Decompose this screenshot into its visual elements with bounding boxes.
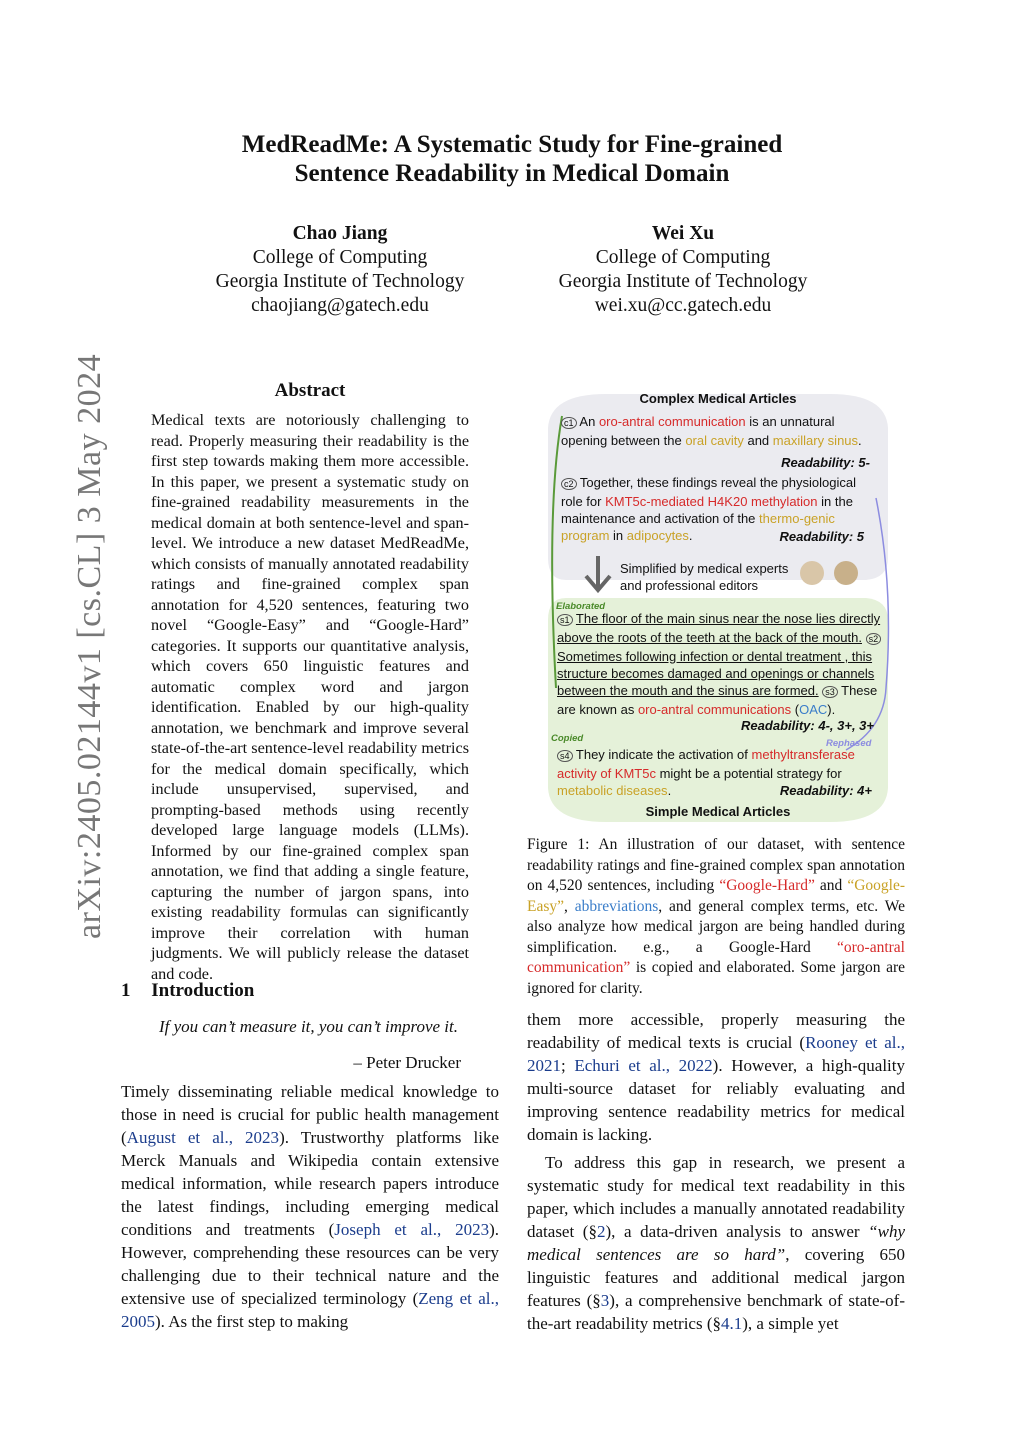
text-run: .	[688, 528, 693, 543]
epigraph-author: – Peter Drucker	[353, 1053, 461, 1072]
text-run: ). As the first step to making	[155, 1312, 349, 1331]
text-run: ). However, comprehending these resources can be very challenging due to their technical nature and the extensive use of specialized terminology (	[121, 1220, 499, 1308]
legend-google-easy: “Google-Easy”	[527, 877, 905, 915]
s1-marker: s1	[557, 614, 573, 626]
citation-link[interactable]: August et al., 2023	[126, 1128, 280, 1147]
text-run: Together, these findings reveal the physiological role for	[561, 475, 856, 509]
readability-label: Readability: 5-	[781, 455, 870, 470]
author-institution: Georgia Institute of Technology	[215, 271, 465, 292]
text-run: , covering 650 linguistic features and additional medical jargon features (§	[527, 1245, 905, 1310]
readability-label: Readability: 4-, 3+, 3+	[741, 718, 874, 733]
legend-example-jargon: “oro-antral communication”	[527, 938, 905, 976]
citation-link[interactable]: Rooney et al., 2021	[527, 1033, 905, 1075]
title-line-1: MedReadMe: A Systematic Study for Fine-grained	[241, 131, 783, 158]
text-run: is an unnatural opening between the	[561, 414, 835, 448]
author-affiliation: College of Computing	[252, 247, 428, 268]
abstract-text: Medical texts are notoriously challenging to read. Properly measuring their readability is the first step towards making them more accessible. In this paper, we present a systematic study on fine-grained readability measurements in the medical domain at both sentence-level and span-level. We introduce a new dataset MedReadMe, which consists of manually annotated readability ratings and fine-grained complex span annotation for 4,520 sentences, featuring two novel “Google-Easy” and “Google-Hard” categories. It supports our quantitative analysis, which covers 650 linguistic features and automatic complex word and jargon identification. Enabled by our high-quality annotation, we benchmark and improve several state-of-the-art sentence-level readability metrics for the medical domain specifically, which include unsupervised, supervised, and prompting-based methods using recently developed large language models (LLMs). Informed by our fine-grained complex span annotation, we find that adding a single feature, capturing the number of jargon spans, into existing readability formulas can significantly improve their correlation with human judgments. We will publicly release the dataset and code.	[151, 411, 469, 983]
elaborated-tag: Elaborated	[556, 601, 606, 612]
text-run: ).	[827, 702, 836, 717]
complex-sentence-1	[561, 413, 873, 449]
text-run: ), a data-driven analysis to answer	[605, 1222, 869, 1241]
author-name: Wei Xu	[651, 223, 715, 244]
jargon-google-hard: methyltransferase activity of KMT5c	[557, 747, 855, 781]
text-run: in	[609, 528, 627, 543]
text-run: These are known as	[557, 683, 878, 717]
intro-paragraph-3	[527, 1151, 905, 1335]
jargon-google-hard: oro-antral communications	[637, 702, 792, 717]
s4-marker: s4	[557, 750, 573, 762]
s3-marker: s3	[822, 686, 838, 698]
text-run: might be a potential strategy for	[655, 766, 842, 781]
jargon-google-easy: oral cavity	[685, 433, 744, 448]
author-block-2	[513, 222, 853, 318]
text-run: ;	[561, 1056, 575, 1075]
figure-caption	[527, 835, 905, 999]
readability-label: Readability: 5	[779, 529, 864, 544]
simple-sentences	[557, 610, 885, 718]
jargon-google-easy: adipocytes	[626, 528, 689, 543]
author-affiliation: College of Computing	[595, 247, 771, 268]
figure-bottom-label: Simple Medical Articles	[645, 804, 791, 819]
citation-link[interactable]: Joseph et al., 2023	[334, 1220, 490, 1239]
section-ref-link[interactable]: 4.1	[721, 1314, 743, 1333]
jargon-google-easy: thermo-genic program	[561, 511, 835, 543]
intro-paragraph-1	[121, 1080, 499, 1333]
text-run: .	[858, 433, 862, 448]
text-run: ,	[564, 897, 575, 915]
rephased-tag: Rephased	[826, 738, 872, 749]
text-run: ), a simple yet	[742, 1314, 839, 1333]
simple-sentence-2: Sometimes following infection or dental treatment , this structure becomes damaged and openings or channels between the mouth and the sinus are formed.	[557, 649, 875, 698]
intro-heading	[121, 980, 254, 1002]
text-run: them more accessible, properly measuring the readability of medical texts is crucial (	[527, 1010, 905, 1052]
text-run: ). Trustworthy platforms like Merck Manuals and Wikipedia contain extensive medical information, while research papers introduce the latest findings, including emerging medical conditions and treatments (	[121, 1128, 499, 1239]
text-run: ). However, a high-quality multi-source dataset for reliably evaluating and improving sentence readability metrics for medical domain is lacking.	[527, 1056, 906, 1144]
intro-paragraph-2	[527, 1008, 905, 1146]
author-email[interactable]: chaojiang@gatech.edu	[251, 295, 429, 316]
emphasis-text: “why medical sentences are so hard”	[527, 1222, 906, 1264]
s2-marker: s2	[866, 633, 882, 645]
text-run: They indicate the activation of	[575, 747, 752, 762]
legend-abbreviations: abbreviations	[574, 897, 659, 915]
text-run: and	[814, 877, 848, 894]
copied-tag: Copied	[551, 733, 584, 744]
text-run: Figure 1: An illustration of our dataset, with sentence readability ratings and fine-grained complex span annotation on 4,520 sentences, including	[527, 836, 905, 894]
jargon-google-hard: oro-antral communication	[598, 414, 746, 429]
jargon-google-hard: KMT5c-mediated H4K20 methylation	[605, 494, 818, 509]
text-run: An	[579, 414, 599, 429]
c1-marker: c1	[561, 417, 577, 429]
citation-link[interactable]: Echuri et al., 2022	[574, 1056, 713, 1075]
arxiv-stamp: arXiv:2405.02144v1 [cs.CL] 3 May 2024	[71, 353, 108, 939]
simple-sentence-1: The floor of the main sinus near the nose lies directly above the roots of the teeth at the back of the mouth.	[557, 611, 881, 645]
text-run: Simplified by medical experts	[620, 561, 789, 576]
text-run: , and general complex terms, etc. We also analyze how medical jargon are being handled during simplification. e.g., a Google-Hard	[527, 897, 905, 956]
simplification-note	[620, 560, 820, 594]
text-run: ), a comprehensive benchmark of state-of-the-art readability metrics (§	[527, 1291, 905, 1333]
text-run: is copied and elaborated. Some jargon are ignored for clarity.	[527, 959, 905, 997]
jargon-google-easy: maxillary sinus	[772, 433, 859, 448]
text-run: .	[667, 783, 672, 798]
professional-editor-icon	[834, 561, 858, 585]
abstract-heading: Abstract	[274, 380, 346, 401]
epigraph-quote: If you can’t measure it, you can’t improve it.	[159, 1017, 459, 1036]
legend-google-hard: “Google-Hard”	[719, 877, 815, 894]
section-number: 1	[121, 980, 131, 1001]
text-run: and	[743, 433, 773, 448]
section-title: Introduction	[151, 980, 255, 1001]
text-run: To address this gap in research, we present a systematic study for medical text readability in this paper, which includes a manually annotated readability dataset (§	[527, 1153, 905, 1241]
author-name: Chao Jiang	[292, 223, 388, 244]
c2-marker: c2	[561, 478, 577, 490]
paper-title	[140, 130, 884, 188]
title-line-2: Sentence Readability in Medical Domain	[294, 160, 730, 187]
text-run: and professional editors	[620, 578, 759, 593]
readability-label: Readability: 4+	[779, 783, 872, 798]
text-run: in the maintenance and activation of the	[561, 494, 853, 526]
jargon-google-easy: metabolic diseases	[557, 783, 668, 798]
section-ref-link[interactable]: 2	[596, 1222, 606, 1241]
figure-top-label: Complex Medical Articles	[639, 391, 797, 406]
text-run: (	[791, 702, 800, 717]
author-institution: Georgia Institute of Technology	[558, 271, 808, 292]
section-ref-link[interactable]: 3	[600, 1291, 610, 1310]
author-block-1	[170, 222, 510, 318]
author-email[interactable]: wei.xu@cc.gatech.edu	[594, 295, 772, 316]
abbreviation: OAC	[799, 702, 828, 717]
citation-link[interactable]: Zeng et al., 2005	[121, 1289, 499, 1331]
text-run: Timely disseminating reliable medical knowledge to those in need is crucial for public health management (	[121, 1082, 499, 1147]
